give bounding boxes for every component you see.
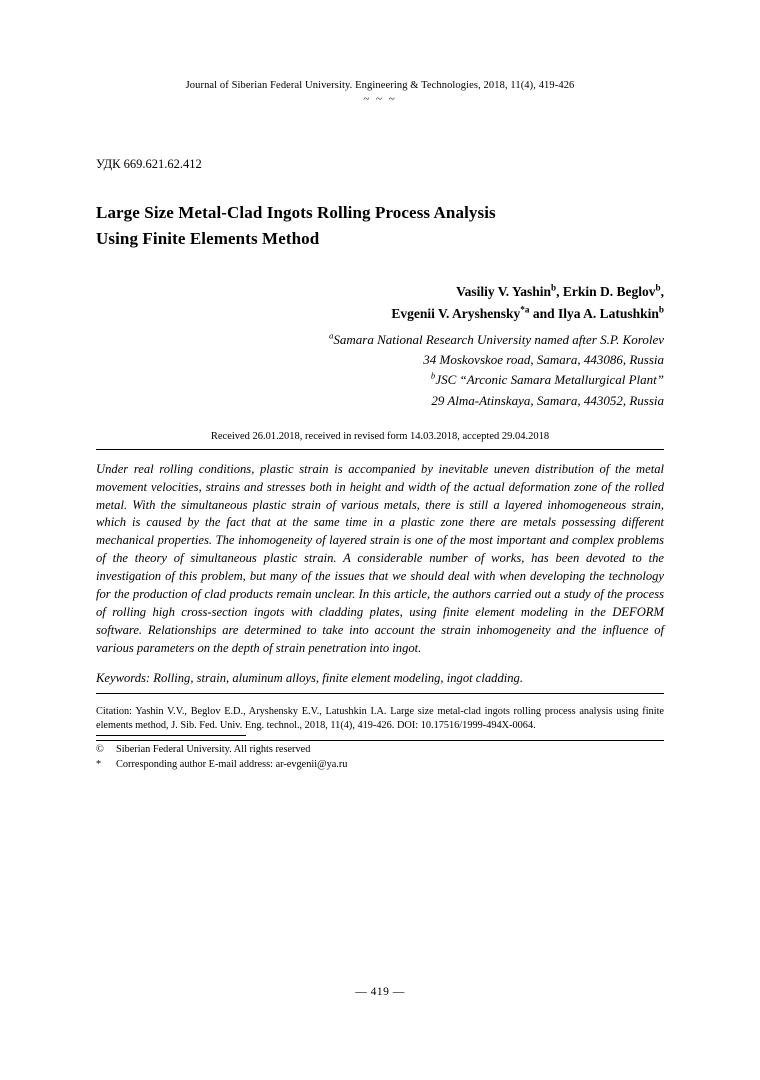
author-affil-mark-3: *a	[520, 304, 530, 315]
citation-text: Citation: Yashin V.V., Beglov E.D., Aryshensky E.V., Latushkin I.A. Large size metal-clad ingots rolling process analysis using finite elements method, J. Sib. Fed. Univ. Eng. technol., 2018, 11(4), 419-426. DOI: 10.17516/1999-494X-0064.	[96, 706, 664, 732]
page-title	[96, 200, 664, 251]
footnote-divider	[96, 735, 246, 736]
affiliation-line	[96, 370, 664, 390]
author-line-1-end: ,	[660, 284, 664, 299]
udc-code: УДК 669.621.62.412	[96, 157, 202, 171]
author-name-1: Vasiliy V. Yashin	[456, 284, 552, 299]
ornament-divider: ~ ~ ~	[363, 93, 397, 105]
footnote-email-text[interactable]: Corresponding author E-mail address: ar-evgenii@ya.ru	[116, 759, 348, 771]
affiliation-text: Samara National Research University named after S.P. Korolev	[333, 332, 664, 348]
footnote-mark-copyright: ©	[96, 744, 104, 755]
author-list	[96, 281, 664, 324]
author-name-4: and Ilya A. Latushkin	[529, 305, 659, 321]
journal-header: Journal of Siberian Federal University. Engineering & Technologies, 2018, 11(4), 419-426	[185, 80, 575, 91]
affiliation-text: 34 Moskovskoe road, Samara, 443086, Russia	[423, 352, 664, 368]
footnote-copyright	[96, 742, 664, 757]
footnote-copyright-text: Siberian Federal University. All rights reserved	[116, 744, 311, 755]
page-number: — 419 —	[355, 986, 405, 998]
affiliations	[96, 330, 664, 411]
author-name-3: Evgenii V. Aryshensky	[391, 305, 521, 321]
keywords-text: Keywords: Rolling, strain, aluminum alloys, finite element modeling, ingot cladding.	[96, 671, 523, 686]
footnote-corresponding-author	[96, 757, 664, 772]
affiliation-line	[96, 330, 664, 350]
affiliation-text: 29 Alma-Atinskaya, Samara, 443052, Russia	[431, 392, 664, 408]
title-line-1: Large Size Metal-Clad Ingots Rolling Process Analysis	[96, 203, 496, 222]
affiliation-mark: b	[430, 371, 436, 382]
affiliation-line	[96, 391, 664, 411]
footnote-mark-asterisk: *	[96, 759, 102, 771]
author-affil-mark-2: b	[655, 282, 661, 293]
title-line-2: Using Finite Elements Method	[96, 228, 320, 248]
affiliation-text: JSC “Arconic Samara Metallurgical Plant”	[435, 372, 664, 388]
affiliation-mark: a	[328, 330, 334, 341]
affiliation-line	[96, 350, 664, 370]
footnotes	[96, 735, 664, 773]
author-affil-mark-4: b	[658, 304, 664, 315]
divider-above-citation	[96, 693, 664, 694]
author-line-2	[96, 303, 664, 325]
author-line-1	[96, 281, 664, 303]
received-dates: Received 26.01.2018, received in revised form 14.03.2018, accepted 29.04.2018	[210, 430, 550, 442]
divider-above-abstract	[96, 449, 664, 450]
author-affil-mark-1: b	[551, 282, 557, 293]
abstract-text: Under real rolling conditions, plastic strain is accompanied by inevitable uneven distribution of the metal movement velocities, strains and stresses both in height and width of the actual deformation zone of the rolled metal. With the simultaneous plastic strain of various metals, there is still a layered inhomogeneous strain, which is caused by the fact that at the same time in a plastic zone there are metals possessing different mechanical properties. The inhomogeneity of layered strain is one of the most important and complex problems of the theory of simultaneous plastic strain. A considerable number of works, has been devoted to the investigation of this problem, but many of the issues that we should deal with when developing the technology for the production of clad products remain unclear. In this article, the authors carried out a study of the process of rolling high cross-section ingots with cladding plates, using finite element modeling in the DEFORM software. Relationships are determined to take into account the strain inhomogeneity and the influence of various parameters on the depth of strain penetration into ingot.	[96, 461, 664, 655]
author-name-2: , Erkin D. Beglov	[556, 284, 656, 299]
